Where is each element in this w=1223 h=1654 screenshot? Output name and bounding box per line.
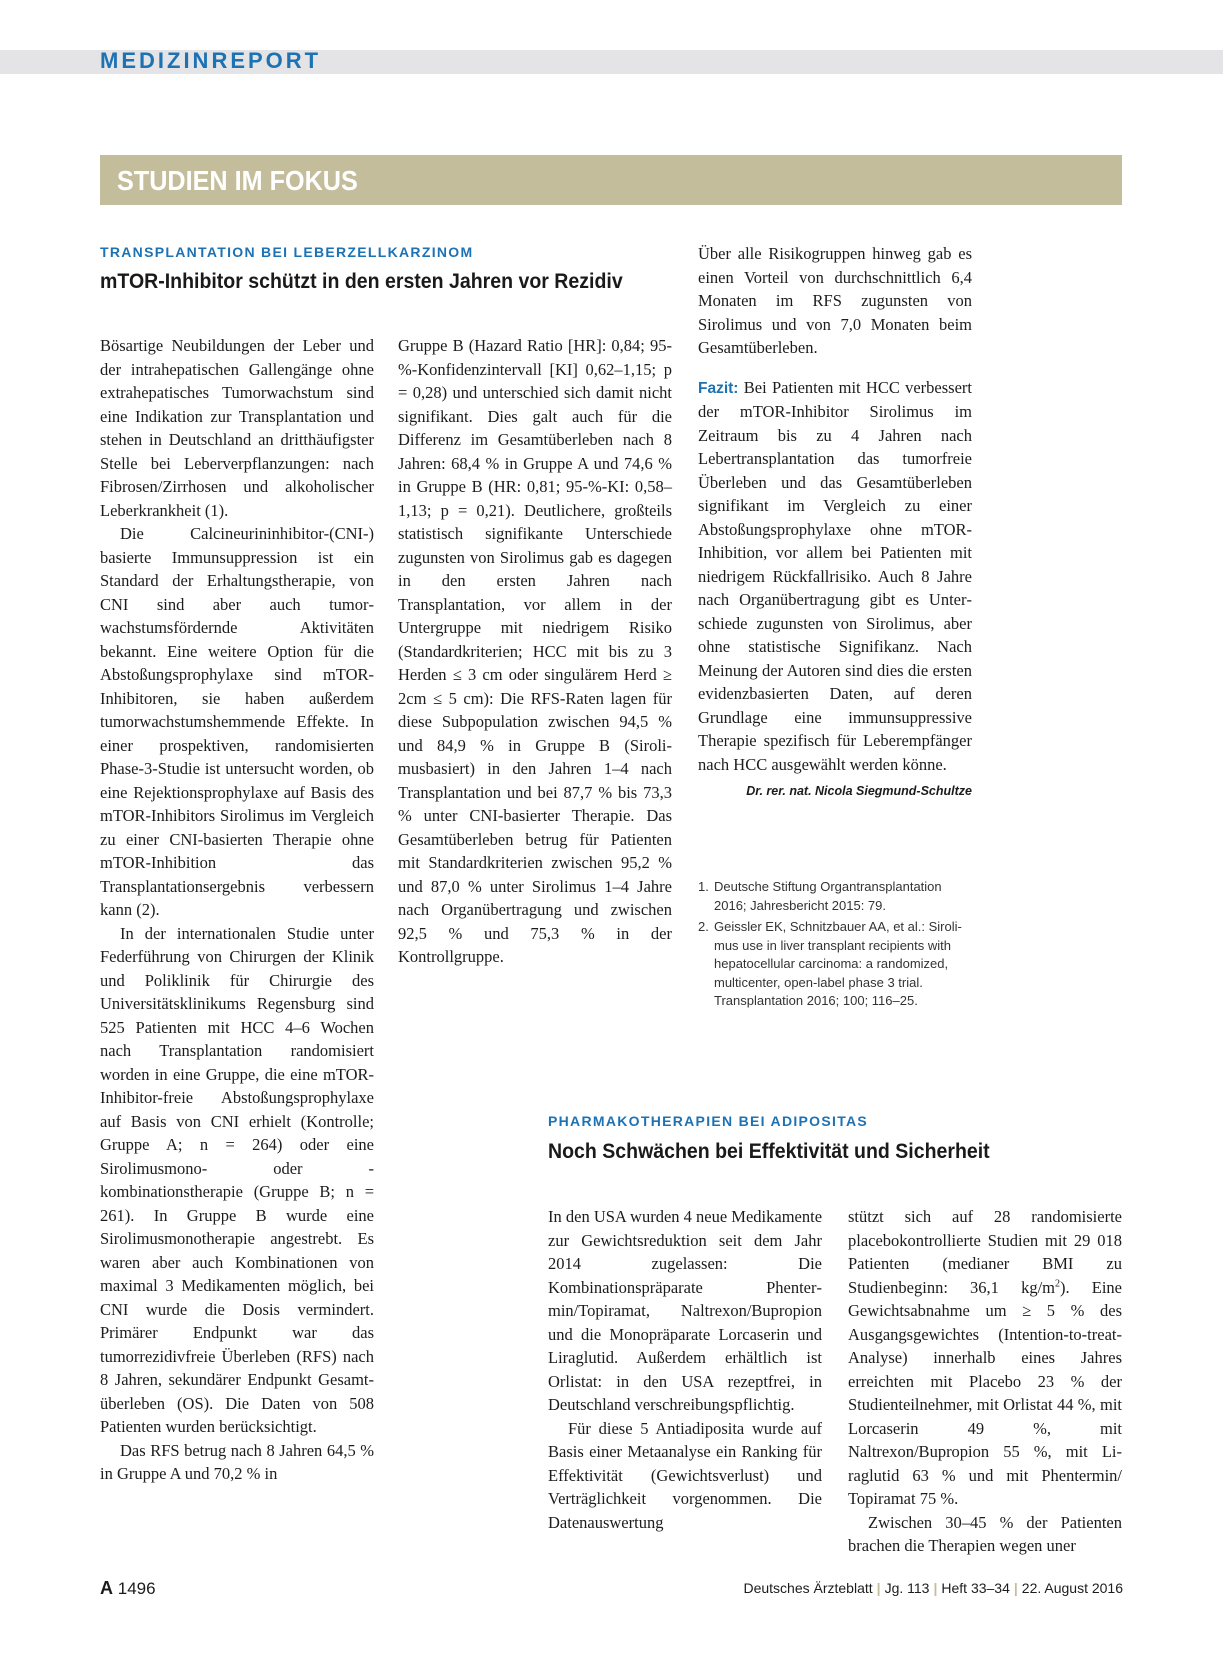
divider: | [933,1580,938,1596]
reference-item: 2. Geissler EK, Schnitzbauer AA, et al.: Sirolimus use in liver transplant recipients with hepatocellular carcinoma: a randomized, multicenter, open-label phase 3 trial. Transplantation 2016; 100; 116–25. [698,919,962,1008]
divider: | [1013,1580,1018,1596]
fazit-text: Bei Patienten mit HCC verbessert der mTOR-Inhibitor Sirolimus im Zeitraum bis zu 4 Jahren nach Lebertransplantation das tumorfreie Überleben und das Gesamtüberleben signifikant im Vergleich zu einer Abstoßungsprophylaxe ohne mTOR-Inhibition, vor allem bei Patienten mit niedrigem Rückfallrisiko. Auch 8 Jahre nach Organübertragung gibt es Unterschiede zugunsten von Sirolimus, aber ohne statistische Signifikanz. Nach Meinung der Autoren sind dies die ersten evidenzbasierten Daten, auf deren Grundlage eine immunsuppressive Therapie spezifisch für Leberempfänger nach HCC ausgewählt werden könne. [698,377,972,774]
paragraph: Das RFS betrug nach 8 Jahren 64,5 % in Gruppe A und 70,2 % in [100,1440,374,1483]
article1-headline: mTOR-Inhibitor schützt in den ersten Jahren vor Rezidiv [100,270,623,293]
article2-headline: Noch Schwächen bei Effektivität und Sicherheit [548,1140,990,1163]
article1-column-2 [398,334,672,969]
divider: | [876,1580,881,1596]
paragraph: In den USA wurden 4 neue Medikamente zur Gewichtsreduktion seit dem Jahr 2014 zugelassen: Die Kombinationspräparate Phentermin/Topiramat, Naltrexon/Bupropion und die Monopräparate Lorcaserin und Liraglutid. Außerdem erhältlich ist Orlistat: in den USA rezeptfrei, in Deutschland verschreibungspflichtig. [548,1207,823,1414]
author: Dr. rer. nat. Nicola Siegmund-Schultze [746,784,972,798]
fazit-paragraph [698,376,972,777]
paragraph: Bösartige Neubildungen der Leber und der intrahepatischen Gallengänge ohne extrahepatisches Tumorwachstum sind eine Indikation zur Transplantation und stehen in Deutschland an dritthäufigster Stelle bei Leberverpflanzungen: nach Fibrosen/Zirrhosen und alkoholischer Leberkrankheit (1). [100,336,374,520]
fazit-label: Fazit: [698,379,739,397]
article2-column-2 [848,1205,1122,1558]
paragraph: Gruppe B (Hazard Ratio [HR]: 0,84; 95-%-Konfidenzintervall [KI] 0,62–1,15; p = 0,28) und unterschied sich damit nicht signifikant. Dies galt auch für die Differenz im Gesamtüberleben nach 8 Jahren: 68,4 % in Gruppe A und 74,6 % in Gruppe B (HR: 0,81; 95-%-KI: 0,58–1,13; p = 0,21). Deutlichere, großteils statistisch signifikante Unterschiede zugunsten von Sirolimus gab es dagegen in den ersten Jahren nach Transplantation, vor allem in der Untergruppe mit niedrigem Risiko (Standardkriterien; HCC mit bis zu 3 Herden ≤ 3 cm oder singulärem Herd ≥ 2cm ≤ 5 cm): Die RFS-Raten lagen für diese Subpopulation zwischen 94,5 % und 84,9 % in Gruppe B (Sirolimusbasiert) in den Jahren 1–4 nach Transplantation und bei 87,7 % bis 73,3 % unter CNI-basierter Therapie. Das Gesamtüberleben betrug für Patienten mit Standardkriterien zwischen 95,2 % und 87,0 % unter Sirolimus 1–4 Jahre nach Organübertragung und zwischen 92,5 % und 75,3 % in der Kontrollgruppe. [398,336,672,966]
article2-column-1 [548,1205,822,1534]
references-list [698,878,970,1014]
paragraph: stützt sich auf 28 randomisierte placebokontrollierte Studien mit 29 018 Patienten (medianer BMI zu Studienbeginn: 36,1 $kg/m^2$). Eine Gewichtsabnahme um ≥ 5 % des Ausgangsgewichtes (Intention-to-treat-Analyse) innerhalb eines Jahres erreichten mit Placebo 23 % der Studienteilnehmer, mit Orlistat 44 %, mit Lorcaserin 49 %, mit Naltrexon/Bupropion 55 %, mit Liraglutid 63 % und mit Phentermin/ Topiramat 75 %. [848,1207,1122,1508]
article1-kicker: TRANSPLANTATION BEI LEBERZELLKARZINOM [100,244,474,260]
paragraph: Über alle Risikogruppen hinweg gab es einen Vorteil von durchschnittlich 6,4 Monaten im RFS zugunsten von Sirolimus und von 7,0 Monaten beim Gesamtüberleben. [698,244,972,357]
studien-banner [100,155,1122,205]
banner-title: STUDIEN IM FOKUS [117,165,358,196]
section-label: MEDIZINREPORT [100,48,322,73]
paragraph: In der internationalen Studie unter Federführung von Chirurgen der Klinik und Poliklinik für Chirurgie des Universitätsklinikums Regensburg sind 525 Patienten mit HCC 4–6 Wochen nach Transplantation randomisiert worden in eine Gruppe, die eine mTOR-Inhibitor-freie Abstoßungsprophylaxe auf Basis von CNI erhielt (Kontrolle; Gruppe A; n = 264) oder eine Sirolimusmono- oder -kombinationstherapie (Gruppe B; n = 261). In Gruppe B wurde eine Sirolimusmonotherapie angestrebt. Es waren aber auch Kombinationen von maximal 3 Medikamenten möglich, bei CNI wurde die Dosis vermindert. Primärer Endpunkt war das tumorrezidivfreie Überleben (RFS) nach 8 Jahren, sekundärer Endpunkt Gesamtüberleben (OS). Die Daten von 508 Patienten wurden berücksichtigt. [100,923,374,1436]
paragraph: Für diese 5 Antiadiposita wurde auf Basis einer Metaanalyse ein Ranking für Effektivität (Gewichtsverlust) und Verträglichkeit vorgenommen. Die Datenauswertung [548,1418,822,1532]
reference-item: 1. Deutsche Stiftung Organtransplantation 2016; Jahresbericht 2015: 79. [698,879,942,913]
paragraph: Zwischen 30–45 % der Patienten brachen die Therapien wegen uner [848,1512,1122,1555]
article1-column-1 [100,334,374,1486]
article1-column-3 [698,242,972,804]
journal-info: Deutsches Ärzteblatt | Jg. 113 | Heft 33–34 | 22. August 2016 [743,1580,1123,1596]
article2-kicker: PHARMAKOTHERAPIEN BEI ADIPOSITAS [548,1113,869,1129]
page-number: A 1496 [100,1578,156,1598]
paragraph: Die Calcineurininhibitor-(CNI-) basierte Immunsuppression ist ein Standard der Erhaltungstherapie, von CNI sind aber auch tumorwachstumsfördernde Aktivitäten bekannt. Eine weitere Option für die Abstoßungsprophylaxe sind mTOR-Inhibitoren, sie haben außerdem tumorwachstumshemmende Effekte. In einer prospektiven, randomisierten Phase-3-Studie ist untersucht worden, ob eine Rejektionsprophylaxe auf Basis des mTOR-Inhibitors Sirolimus im Vergleich zu einer CNI-basierten Therapie ohne mTOR-Inhibition das Transplantationsergebnis verbessern kann (2). [100,524,374,919]
